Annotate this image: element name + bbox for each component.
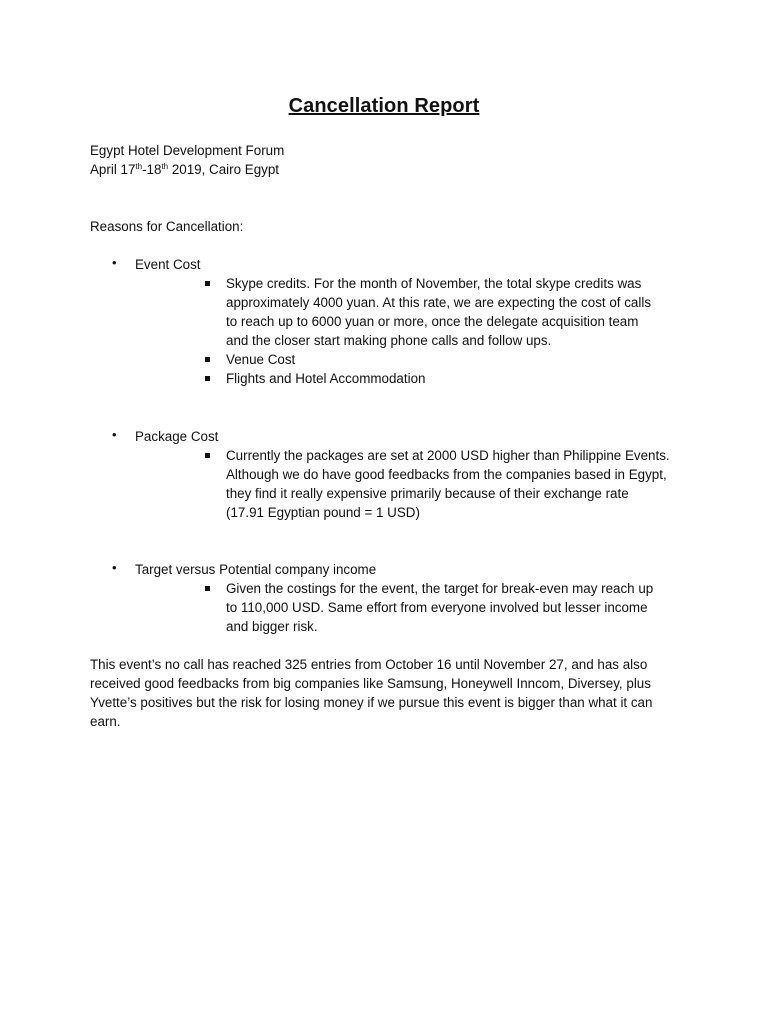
square-bullet [205, 453, 210, 458]
sub-item-line: to reach up to 6000 yuan or more, once the delegate acquisition team [226, 314, 639, 329]
sub-item-line: approximately 4000 yuan. At this rate, we are expecting the cost of calls [226, 295, 652, 310]
date-part: April 17 [90, 162, 136, 177]
closing-line: received good feedbacks from big companies like Samsung, Honeywell Inncom, Diversey, plus [90, 676, 651, 691]
sub-item-line: Venue Cost [226, 352, 296, 367]
sub-item-line: Flights and Hotel Accommodation [226, 371, 426, 386]
report-title: Cancellation Report [288, 95, 480, 117]
square-bullet [205, 357, 210, 362]
sub-item-line: and the closer start making phone calls and follow ups. [226, 333, 552, 348]
event-name: Egypt Hotel Development Forum [90, 143, 285, 158]
date-suffix: th [135, 162, 143, 171]
sub-item-line: Given the costings for the event, the target for break-even may reach up [226, 581, 654, 596]
bullet-dot: • [112, 255, 117, 270]
square-bullet [205, 281, 210, 286]
closing-line: Yvette’s positives but the risk for losing money if we pursue this event is bigger than what it can [90, 695, 653, 710]
date-suffix: th [161, 162, 169, 171]
closing-line: earn. [90, 714, 121, 729]
reasons-heading: Reasons for Cancellation: [90, 219, 244, 234]
square-bullet [205, 586, 210, 591]
sub-item-line: and bigger risk. [226, 619, 318, 634]
sub-item-line: they find it really expensive primarily because of their exchange rate [226, 486, 629, 501]
bullet-dot: • [112, 427, 117, 442]
bullet-label: Target versus Potential company income [135, 562, 377, 577]
bullet-dot: • [112, 560, 117, 575]
sub-item-line: Skype credits. For the month of November, the total skype credits was [226, 276, 642, 291]
closing-line: This event’s no call has reached 325 entries from October 16 until November 27, and has also [90, 657, 648, 672]
bullet-label: Package Cost [135, 429, 219, 444]
date-location: 2019, Cairo Egypt [168, 162, 280, 177]
sub-item-line: to 110,000 USD. Same effort from everyone involved but lesser income [226, 600, 648, 615]
square-bullet [205, 376, 210, 381]
sub-item-line: (17.91 Egyptian pound = 1 USD) [226, 505, 420, 520]
bullet-label: Event Cost [135, 257, 201, 272]
event-date [90, 160, 279, 179]
sub-item-line: Although we do have good feedbacks from the companies based in Egypt, [226, 467, 667, 482]
date-separator: -18 [142, 162, 162, 177]
sub-item-line: Currently the packages are set at 2000 USD higher than Philippine Events. [226, 448, 670, 463]
